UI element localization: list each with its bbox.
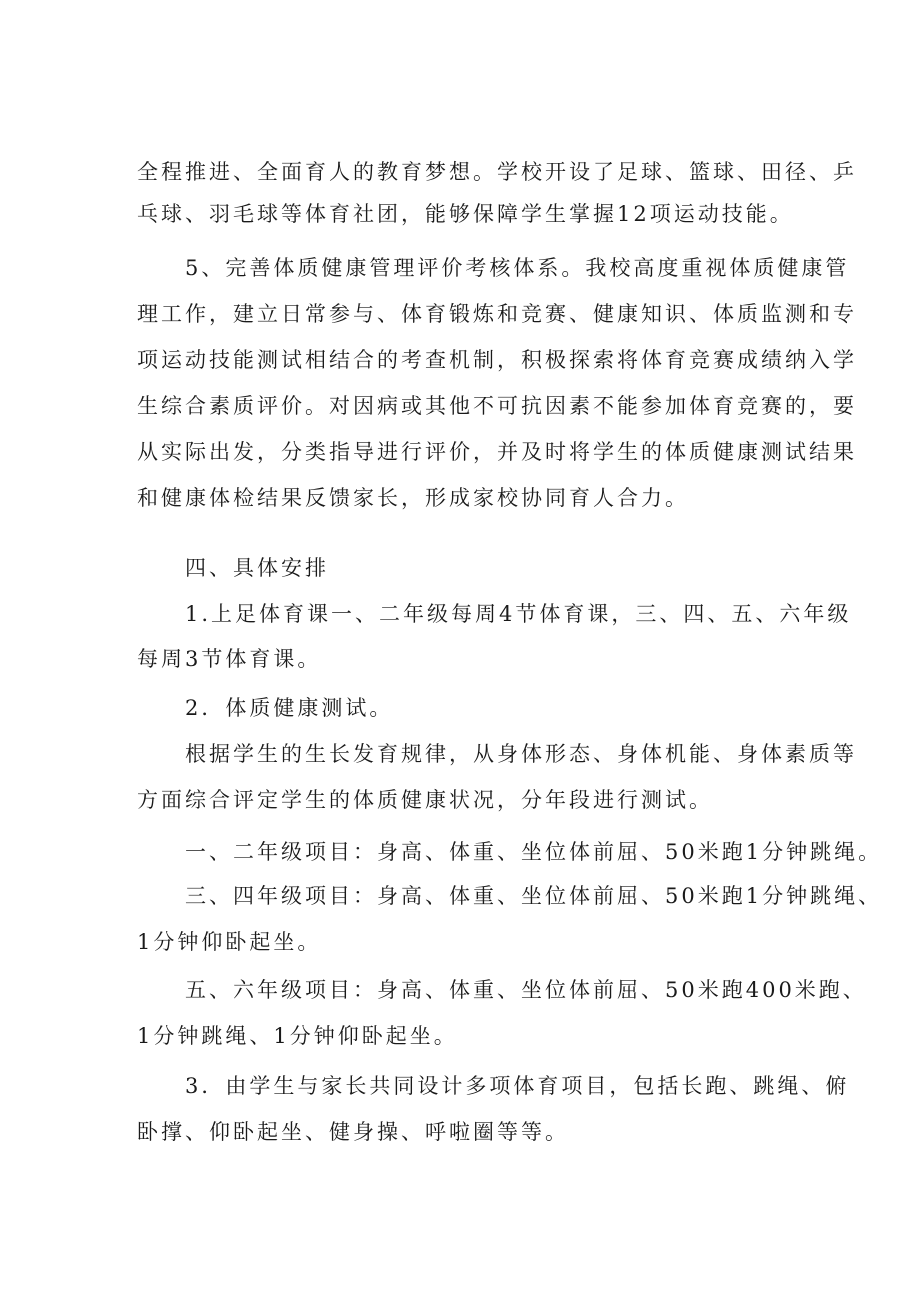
text-line-18: 五、六年级项目：身高、体重、坐位体前屈、50米跑400米跑、 [185, 978, 867, 1002]
text-line-13: 根据学生的生长发育规律，从身体形态、身体机能、身体素质等 [185, 742, 857, 766]
text-line-16: 三、四年级项目：身高、体重、坐位体前屈、50米跑1分钟跳绳、 [185, 884, 883, 908]
text-line-20: 3．由学生与家长共同设计多项体育项目，包括长跑、跳绳、俯 [185, 1074, 850, 1098]
text-line-21: 卧撑、仰卧起坐、健身操、呼啦圈等等。 [137, 1120, 569, 1144]
section-heading: 四、具体安排 [185, 556, 329, 580]
text-line-17: 1分钟仰卧起坐。 [137, 930, 322, 954]
text-line-15: 一、二年级项目：身高、体重、坐位体前屈、50米跑1分钟跳绳。 [185, 840, 883, 864]
text-line-3: 5、完善体质健康管理评价考核体系。我校高度重视体质健康管 [185, 256, 850, 280]
text-line-14: 方面综合评定学生的体质健康状况，分年段进行测试。 [137, 788, 713, 812]
text-line-10: 1.上足体育课一、二年级每周4节体育课，三、四、五、六年级 [185, 602, 852, 626]
text-line-4: 理工作，建立日常参与、体育锻炼和竞赛、健康知识、体质监测和专 [137, 302, 857, 326]
text-line-1: 全程推进、全面育人的教育梦想。学校开设了足球、篮球、田径、乒 [137, 160, 857, 184]
text-line-8: 和健康体检结果反馈家长，形成家校协同育人合力。 [137, 486, 689, 510]
text-line-19: 1分钟跳绳、1分钟仰卧起坐。 [137, 1024, 458, 1048]
text-line-5: 项运动技能测试相结合的考查机制，积极探索将体育竞赛成绩纳入学 [137, 348, 857, 372]
text-line-2: 乓球、羽毛球等体育社团，能够保障学生掌握12项运动技能。 [137, 202, 794, 226]
text-line-12: 2．体质健康测试。 [185, 696, 394, 720]
text-line-6: 生综合素质评价。对因病或其他不可抗因素不能参加体育竞赛的，要 [137, 394, 857, 418]
text-line-11: 每周3节体育课。 [137, 647, 322, 671]
text-line-7: 从实际出发，分类指导进行评价，并及时将学生的体质健康测试结果 [137, 440, 857, 464]
